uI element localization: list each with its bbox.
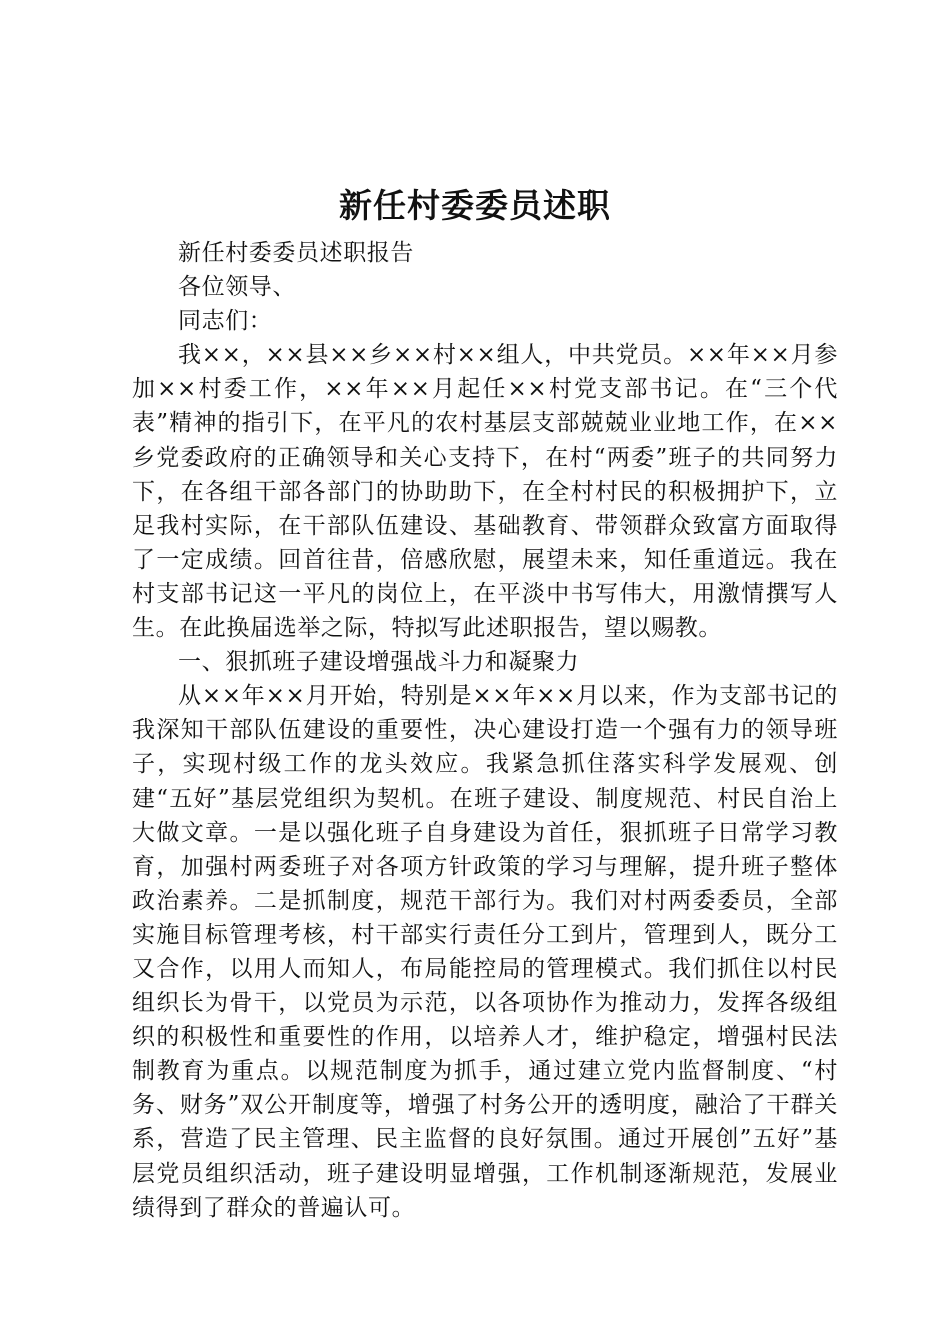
document-title: 新任村委委员述职	[339, 186, 611, 225]
section-heading-1: 一、狠抓班子建设增强战斗力和凝聚力	[178, 649, 580, 676]
intro-paragraph: 我××，××县××乡××村××组人，中共党员。××年××月参加××村委工作，××年××月起任××村党支部书记。在“三个代表”精神的指引下，在平凡的农村基层支部兢兢业业地工作，在××乡党委政府的正确领导和关心支持下，在村“两委”班子的共同努力下，在各组干部各部门的协助助下，在全村村民的积极拥护下，立足我村实际，在干部队伍建设、基础教育、带领群众致富方面取得了一定成绩。回首往昔，倍感欣慰，展望未来，知任重道远。我在村支部书记这一平凡的岗位上，在平淡中书写伟大，用激情撰写人生。在此换届选举之际，特拟写此述职报告，望以赐教。	[132, 342, 838, 642]
report-heading: 新任村委委员述职报告	[178, 240, 414, 266]
section-1-paragraph: 从××年××月开始，特别是××年××月以来，作为支部书记的我深知干部队伍建设的重要性，决心建设打造一个强有力的领导班子，实现村级工作的龙头效应。我紧急抓住落实科学发展观、创建“五好”基层党组织为契机。在班子建设、制度规范、村民自治上大做文章。一是以强化班子自身建设为首任，狠抓班子日常学习教育，加强村两委班子对各项方针政策的学习与理解，提升班子整体政治素养。二是抓制度，规范干部行为。我们对村两委委员，全部实施目标管理考核，村干部实行责任分工到片，管理到人，既分工又合作，以用人而知人，布局能控局的管理模式。我们抓住以村民组织长为骨干，以党员为示范，以各项协作为推动力，发挥各级组织的积极性和重要性的作用，以培养人才，维护稳定，增强村民法制教育为重点。以规范制度为抓手，通过建立党内监督制度、“村务、财务”双公开制度等，增强了村务公开的透明度，融洽了干群关系，营造了民主管理、民主监督的良好氛围。通过开展创”五好”基层党员组织活动，班子建设明显增强，工作机制逐渐规范，发展业绩得到了群众的普遍认可。	[132, 683, 838, 1221]
document-body	[132, 236, 838, 1225]
salutation-comrades: 同志们：	[178, 308, 273, 335]
salutation-leaders: 各位领导、	[178, 274, 296, 301]
